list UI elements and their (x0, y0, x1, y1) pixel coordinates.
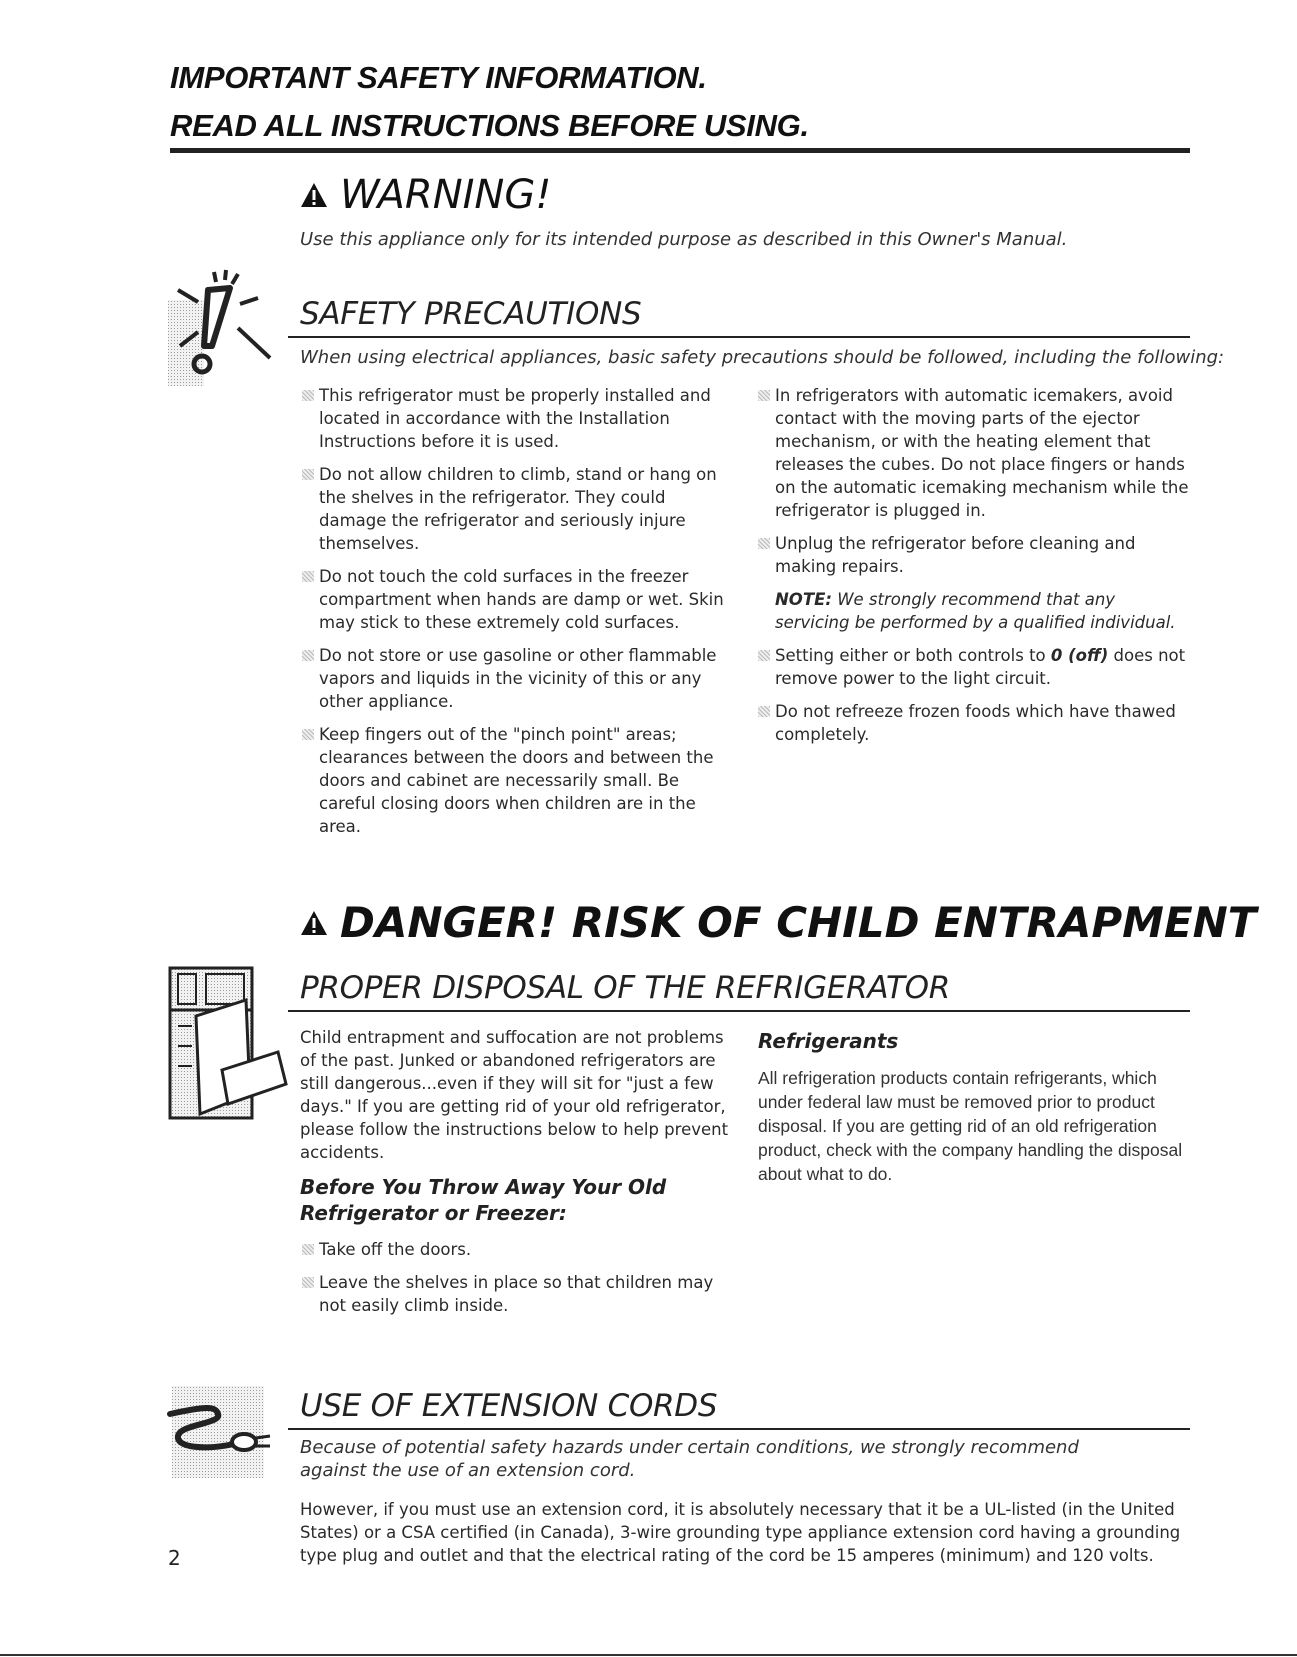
safety-item: Do not refreeze frozen foods which have thawed completely. (756, 700, 1190, 746)
bullet-icon (302, 1277, 314, 1288)
warning-text: Use this appliance only for its intended purpose as described in this Owner's Manual. (300, 229, 1068, 250)
refrigerants-section (758, 1028, 1190, 1186)
safety-title: SAFETY PRECAUTIONS (300, 296, 642, 332)
safety-item: This refrigerator must be properly installed and located in accordance with the Installation Instructions before it is used. (300, 384, 736, 453)
disposal-left-column (300, 1026, 730, 1327)
extension-cord-icon (166, 1384, 282, 1480)
bullet-icon (302, 1244, 314, 1255)
extension-title: USE OF EXTENSION CORDS (300, 1388, 718, 1424)
page-number: 2 (168, 1546, 181, 1570)
bullet-icon (302, 469, 314, 480)
refrigerator-icon (166, 966, 290, 1122)
bullet-icon (758, 706, 770, 717)
disposal-title: PROPER DISPOSAL OF THE REFRIGERATOR (300, 970, 950, 1006)
bullet-icon (302, 729, 314, 740)
controls-off-value: 0 (off) (1050, 646, 1109, 665)
safety-item: Do not touch the cold surfaces in the freezer compartment when hands are damp or wet. Skin may stick to these extremely cold surfaces. (300, 565, 736, 634)
bullet-icon (758, 390, 770, 401)
disposal-step: Leave the shelves in place so that children may not easily climb inside. (300, 1271, 730, 1317)
safety-item: Unplug the refrigerator before cleaning and making repairs. (756, 532, 1190, 578)
safety-item: Do not store or use gasoline or other flammable vapors and liquids in the vicinity of this or any other appliance. (300, 644, 736, 713)
disposal-rule (288, 1010, 1190, 1012)
danger-title-text: DANGER! RISK OF CHILD ENTRAPMENT (340, 898, 1257, 947)
safety-rule (288, 336, 1190, 338)
header-line-2: READ ALL INSTRUCTIONS BEFORE USING. (170, 108, 809, 143)
before-throw-heading: Before You Throw Away Your Old Refrigerator or Freezer: (300, 1175, 667, 1225)
bullet-icon (302, 650, 314, 661)
page-bottom-rule (0, 1654, 1297, 1656)
safety-right-column (756, 384, 1190, 756)
safety-exclamation-icon (168, 268, 288, 388)
refrigerants-text: All refrigeration products contain refrigerants, which under federal law must be removed prior to product disposal. If you are getting rid of an old refrigeration product, check with the company handling the disposal about what to do. (758, 1068, 1183, 1184)
danger-title (300, 898, 1256, 947)
extension-lead: Because of potential safety hazards under certain conditions, we strongly recommend against the use of an extension cord. (300, 1437, 1079, 1481)
header-rule (170, 148, 1190, 153)
safety-item: Keep fingers out of the "pinch point" areas; clearances between the doors and between the doors and cabinet are necessarily small. Be careful closing doors when children are in the area. (300, 723, 736, 838)
warning-title-text: WARNING! (340, 172, 552, 218)
note-label: NOTE: (775, 590, 832, 609)
warning-triangle-icon (300, 910, 328, 936)
header-line-1: IMPORTANT SAFETY INFORMATION. (170, 60, 707, 95)
bullet-icon (758, 538, 770, 549)
safety-item: Do not allow children to climb, stand or hang on the shelves in the refrigerator. They could damage the refrigerator and seriously injure themselves. (300, 463, 736, 555)
disposal-step: Take off the doors. (300, 1238, 730, 1261)
disposal-intro: Child entrapment and suffocation are not problems of the past. Junked or abandoned refrigerators are still dangerous...even if they will sit for "just a few days." If you are getting rid of your old refrigerator, please follow the instructions below to help prevent accidents. (300, 1028, 729, 1162)
bullet-icon (758, 650, 770, 661)
safety-item: Setting either or both controls to 0 (off) does not remove power to the light circuit. (756, 644, 1190, 690)
extension-rule (288, 1428, 1190, 1430)
safety-left-column (300, 384, 736, 848)
warning-title (300, 172, 551, 218)
bullet-icon (302, 390, 314, 401)
safety-item: In refrigerators with automatic icemakers, avoid contact with the moving parts of the ejector mechanism, or with the heating element that releases the cubes. Do not place fingers or hands on the automatic icemaking mechanism while the refrigerator is plugged in. (756, 384, 1190, 522)
bullet-icon (302, 571, 314, 582)
extension-body: However, if you must use an extension cord, it is absolutely necessary that it be a UL-listed (in the United States) or a CSA certified (in Canada), 3-wire grounding type appliance extension cord having a grounding type plug and outlet and that the electrical rating of the cord be 15 amperes (minimum) and 120 volts. (300, 1500, 1181, 1565)
safety-lead: When using electrical appliances, basic safety precautions should be followed, including the following: (300, 347, 1225, 368)
refrigerants-heading: Refrigerants (758, 1029, 899, 1053)
safety-note: NOTE: We strongly recommend that any servicing be performed by a qualified individual. (775, 590, 1176, 632)
warning-triangle-icon (300, 182, 328, 208)
